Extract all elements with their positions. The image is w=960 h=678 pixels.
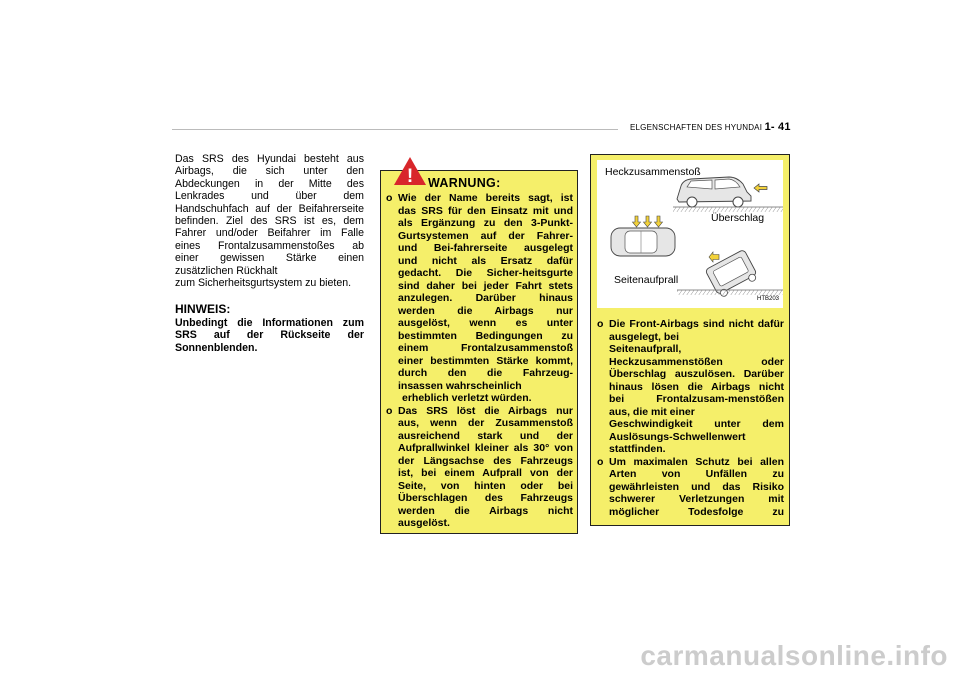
- info-line: Seitenaufprall,: [609, 343, 682, 355]
- page-number: 1- 41: [764, 121, 791, 133]
- warning-line: ausgelöst, wenn es unter: [398, 317, 573, 329]
- intro-column: [175, 153, 364, 354]
- info-line: Die Front-Airbags sind nicht dafür: [609, 318, 784, 330]
- rear-impact-car-icon: [677, 177, 751, 207]
- label-rear-impact: Heckzusammenstoß: [605, 166, 701, 178]
- warning-line: ausreichend stark und der: [398, 429, 573, 442]
- warning-line: werden die Airbags nur: [398, 304, 573, 317]
- warning-exclamation: !: [406, 166, 414, 186]
- info-line: Geschwindigkeit unter dem: [609, 418, 784, 430]
- bullet: o: [597, 455, 604, 468]
- warning-line: anzulegen. Darüber hinaus: [398, 292, 573, 304]
- label-rollover: Überschlag: [711, 212, 765, 224]
- info-item: [597, 318, 784, 456]
- warning-line: durch den die Fahrzeug-: [398, 367, 573, 379]
- warning-line: aus, wenn der Zusammenstoß: [398, 417, 573, 429]
- label-side-impact: Seitenaufprall: [614, 274, 679, 286]
- ground-hatch-bottom: [677, 290, 783, 295]
- warning-line: werden die Airbags nicht: [398, 504, 573, 517]
- warning-line: Das SRS löst die Airbags nur: [398, 404, 573, 417]
- info-line: Um maximalen Schutz bei allen: [609, 455, 784, 468]
- warning-triangle-icon: [393, 156, 427, 186]
- info-line: bei Frontalzusam-menstößen: [609, 393, 784, 405]
- figure-code: HTB203: [757, 296, 780, 302]
- warning-line: und nicht als Ersatz dafür: [398, 254, 573, 267]
- info-line: Heckzusammenstößen oder: [609, 355, 784, 368]
- bullet: o: [597, 318, 604, 330]
- warning-line: gedacht. Die Sicher-heitsgurte: [398, 267, 573, 279]
- warning-line: sind daher bei jeder Fahrt stets: [398, 279, 573, 292]
- intro-line: Abdeckungen in der Mitte des: [175, 177, 364, 190]
- hinweis-line: SRS auf der Rückseite der: [175, 329, 364, 342]
- warning-line: und Bei-fahrerseite ausgelegt: [398, 242, 573, 254]
- info-line: schwerer Verletzungen mit: [609, 493, 784, 505]
- info-line: möglicher Todesfolge zu: [609, 505, 784, 518]
- hinweis-line: Unbedingt die Informationen zum: [175, 316, 364, 329]
- warning-line: ist, bei einem Aufprall von der: [398, 467, 573, 479]
- hinweis-body: [175, 317, 364, 354]
- rollover-arrow-icon: [709, 252, 719, 262]
- hinweis-title: HINWEIS:: [175, 302, 231, 317]
- warning-line: bestimmten Bedingungen zu: [398, 329, 573, 342]
- info-line: gewährleisten und das Risiko: [609, 480, 784, 493]
- warning-item: [386, 405, 573, 530]
- info-line: Auslösungs-Schwellenwert: [609, 430, 746, 443]
- intro-line: Lenkrades und über dem: [175, 190, 364, 203]
- intro-line: Fahrer und/oder Beifahrer im Falle: [175, 227, 364, 240]
- warning-line: Seite, von hinten oder bei: [398, 479, 573, 492]
- info-line: Überschlag auszulösen. Darüber: [609, 368, 784, 380]
- header-section: ELGENSCHAFTEN DES HYUNDAI: [630, 123, 763, 132]
- info-item: [597, 456, 784, 519]
- intro-paragraph: [175, 153, 364, 289]
- warning-line: ausgelöst.: [398, 517, 450, 529]
- warning-list: [386, 192, 573, 530]
- hinweis-line: Sonnenblenden.: [175, 341, 258, 354]
- intro-line: eines Frontalzusammenstoßes ab: [175, 239, 364, 252]
- intro-line: Das SRS des Hyundai besteht aus: [175, 153, 364, 165]
- bullet: o: [386, 404, 393, 417]
- info-line: aus, die mit einer: [609, 405, 695, 418]
- intro-line: Airbags, die sich unter den: [175, 165, 364, 178]
- warning-item: [386, 192, 573, 405]
- warning-line: Aufprallwinkel kleiner als 30° von: [398, 442, 573, 454]
- info-line: stattfinden.: [609, 443, 666, 455]
- warning-line: als Ergänzung zu den 3-Punkt-: [398, 217, 573, 229]
- warning-line: Wie der Name bereits sagt, ist: [398, 192, 573, 204]
- warning-line: das SRS für den Einsatz mit und: [398, 204, 573, 217]
- intro-line: befinden. Ziel des SRS ist es, dem: [175, 215, 364, 228]
- warning-line: einer bestimmten Stärke kommt,: [398, 354, 573, 367]
- info-line: ausgelegt, bei: [609, 330, 680, 343]
- side-impact-arrow-icon: [655, 216, 663, 227]
- page-header: [630, 121, 791, 133]
- warning-line: Gurtsystemen auf der Fahrer-: [398, 229, 573, 242]
- intro-line: zusätzlichen Rückhalt: [175, 264, 278, 277]
- info-line: Arten von Unfällen zu: [609, 468, 784, 480]
- watermark: carmanualsonline.info: [640, 640, 948, 671]
- warning-line: erheblich verletzt würden.: [402, 392, 532, 404]
- info-line: hinaus lösen die Airbags nicht: [609, 380, 784, 393]
- crash-illustration: [597, 160, 783, 308]
- bullet: o: [386, 192, 393, 204]
- warning-line: einem Frontalzusammenstoß: [398, 342, 573, 354]
- warning-title: WARNUNG:: [428, 176, 501, 190]
- intro-line: einer gewissen Stärke einen: [175, 252, 364, 265]
- rear-arrow-icon: [754, 184, 767, 192]
- side-impact-arrow-icon: [633, 216, 641, 227]
- side-impact-arrow-icon: [644, 216, 652, 227]
- warning-line: insassen wahrscheinlich: [398, 379, 522, 392]
- header-rule: [172, 129, 618, 130]
- intro-line: Handschuhfach auf der Beifahrerseite: [175, 202, 364, 215]
- warning-line: Überschlagen des Fahrzeugs: [398, 492, 573, 504]
- side-impact-car-icon: [611, 228, 675, 256]
- intro-line: zum Sicherheitsgurtsystem zu bieten.: [175, 277, 352, 290]
- warning-line: der Längsachse des Fahrzeugs: [398, 454, 573, 467]
- info-list: [597, 318, 784, 518]
